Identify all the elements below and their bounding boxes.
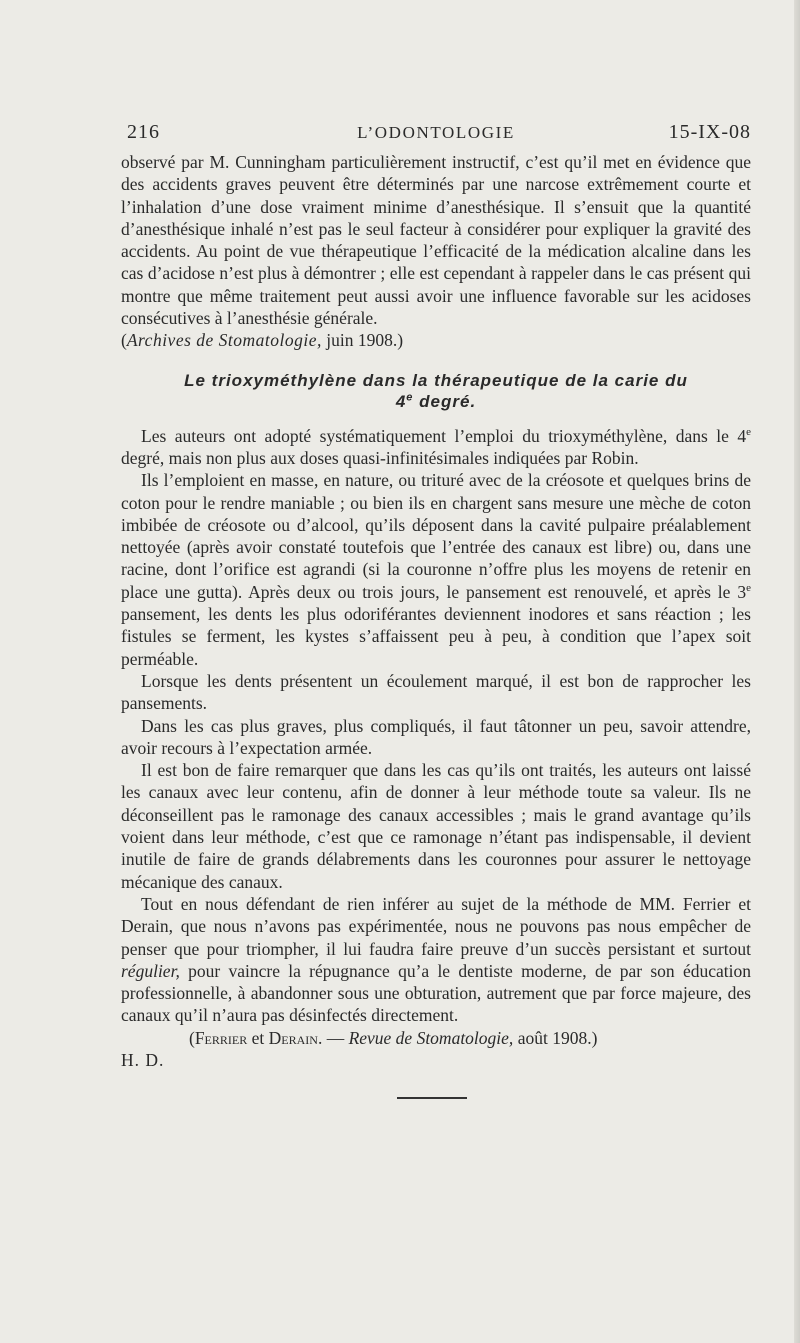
source-journal: Archives de Stomatologie,: [126, 330, 322, 351]
article-2-paragraph-1: Les auteurs ont adopté systématiquement l’emploi du trioxyméthylène, dans le 4e degré, mais non plus aux doses quasi-infinitésimales indiquées par Robin.: [121, 425, 751, 468]
source-author-2: Derain: [268, 1027, 318, 1048]
article-2-paragraph-5: Il est bon de faire remarquer que dans les cas qu’ils ont traités, les auteurs ont laissé les canaux avec leur contenu, afin de donner à leur méthode toute sa valeur. Ils ne déconseillent pas le ramonage des canaux accessibles ; mais le grand avantage qu’ils voient dans leur méthode, c’est que ce ramonage n’étant pas indispensable, il devient inutile de faire de grands délabrements dans les couronnes pour assurer le nettoyage mécanique des canaux.: [121, 760, 751, 892]
source-date: juin 1908.): [321, 330, 404, 351]
source-date-2: août 1908.): [513, 1027, 598, 1048]
issue-date: 15-IX-08: [668, 121, 751, 143]
author-initials: H. D.: [121, 1049, 165, 1070]
article-2-paragraph-2: Ils l’emploient en masse, en nature, ou trituré avec de la créosote et quelques brins de coton pour le rendre maniable ; ou bien ils en chargent sans mesure une mèche de coton imbibée de créosote ou d’alcool, qu’ils déposent dans la cavité pulpaire préalablement nettoyée (après avoir constaté toutefois que l’entrée des canaux est libre) ou, dans une racine, dont l’orifice est agrandi (si la couronne n’offre plus les moyens de retenir en place une gutta). Après deux ou trois jours, le pansement est renouvelé, et après le 3e pansement, les dents les plus odoriférantes deviennent inodores et sans réaction ; les fistules se ferment, les kystes s’affaissent peu à peu, à condition que l’apex soit perméable.: [121, 470, 751, 669]
article-2-title: Le trioxyméthylène dans la thérapeutique de la carie du 4e degré.: [184, 370, 688, 411]
page-number: 216: [127, 121, 160, 143]
article-2-paragraph-3: Lorsque les dents présentent un écoulement marqué, il est bon de rapprocher les pansements.: [121, 670, 751, 714]
article-2-paragraph-4: Dans les cas plus graves, plus compliqués, il faut tâtonner un peu, savoir attendre, avoir recours à l’expectation armée.: [121, 715, 751, 758]
section-end-rule: [397, 1097, 467, 1099]
source-author-1: Ferrier: [194, 1027, 248, 1048]
article-2-paragraph-6: Tout en nous défendant de rien inférer au sujet de la méthode de MM. Ferrier et Derain, que nous n’avons pas expérimentée, nous ne pouvons pas nous empêcher de penser que pour triompher, il lui faudra faire preuve d’un succès persistant et surtout régulier, pour vaincre la répugnance qu’a le dentiste moderne, de par son éducation professionnelle, à abandonner sous une obturation, autrement que par force majeure, des canaux qu’il n’aura pas désinfectés directement.: [121, 893, 751, 1026]
article-1-source: (Archives de Stomatologie, juin 1908.): [121, 330, 404, 351]
article-1-paragraph: observé par M. Cunningham particulièrement instructif, c’est qu’il met en évidence que des accidents graves peuvent être déterminés par une narcose extrêmement courte et l’inhalation d’une dose vraiment minime d’anesthésique. Il s’ensuit que la quantité d’anesthésique inhalé n’est pas le seul facteur à considérer pour expliquer la gravité des accidents. Au point de vue thérapeutique l’efficacité de la médication alcaline dans les cas d’acidose n’est plus à démontrer ; elle est cependant à rappeler dans le cas présent qui montre que même traitement peut aussi avoir une influence favorable sur les acidoses consécutives à l’anesthésie générale.: [121, 152, 751, 329]
article-2: [121, 425, 751, 1072]
article-2-source: (Ferrier et Derain. — Revue de Stomatologie, août 1908.): [189, 1027, 598, 1048]
source-journal-2: Revue de Stomatologie,: [348, 1027, 514, 1048]
journal-title: L’ODONTOLOGIE: [357, 123, 515, 142]
page-edge: [794, 0, 800, 1343]
article-1: [121, 151, 751, 352]
running-head: [121, 117, 751, 151]
page: [121, 117, 751, 1099]
